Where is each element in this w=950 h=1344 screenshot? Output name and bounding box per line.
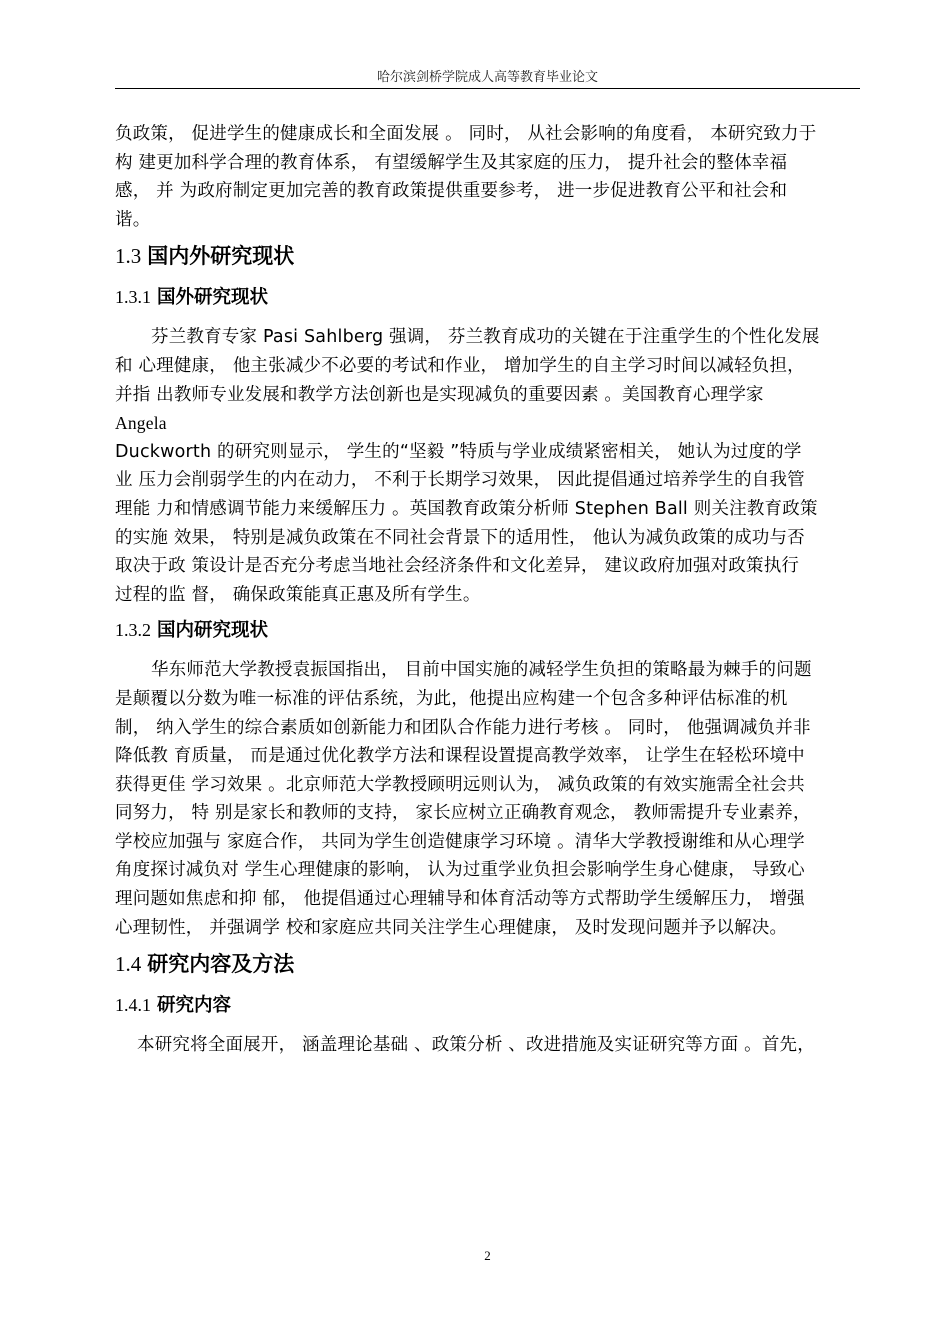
section-title: 国外研究现状 — [157, 287, 269, 309]
section-number: 1.4.1 — [115, 995, 151, 1016]
paragraph-line: 和 心理健康， 他主张减少不必要的考试和作业， 增加学生的自主学习时间以减轻负担， — [115, 355, 805, 376]
paragraph-line: 取决于政 策设计是否充分考虑当地社会经济条件和文化差异， 建议政府加强对政策执行 — [115, 556, 800, 577]
paragraph-line: 理能 力和情感调节能力来缓解压力 。英国教育政策分析师 Stephen Ball 则关注教育政策 — [115, 498, 818, 519]
section-number: 1.3.1 — [115, 287, 151, 308]
paragraph-line: 本研究将全面展开， 涵盖理论基础 、政策分析 、改进措施及实证研究等方面 。首先， — [137, 1035, 815, 1056]
paragraph-line: 获得更佳 学习效果 。北京师范大学教授顾明远则认为， 减负政策的有效实施需全社会共 — [115, 774, 805, 795]
section-heading-1-3-2 — [115, 613, 865, 648]
paragraph-3 — [115, 656, 865, 942]
section-heading-1-4 — [115, 948, 865, 980]
paragraph-line: 学校应加强与 家庭合作， 共同为学生创造健康学习环境 。清华大学教授谢维和从心理学 — [115, 831, 805, 852]
paragraph-2 — [115, 323, 865, 609]
paragraph-line: 谐。 — [115, 209, 151, 230]
paragraph-line: 的实施 效果， 特别是减负政策在不同社会背景下的适用性， 他认为减负政策的成功与否 — [115, 527, 805, 548]
section-title: 研究内容 — [157, 995, 232, 1017]
paragraph-line: 业 压力会削弱学生的内在动力， 不利于长期学习效果， 因此提倡通过培养学生的自我管 — [115, 470, 805, 491]
paragraph-4 — [115, 1031, 865, 1060]
paragraph-line: Duckworth 的研究则显示， 学生的“坚毅 ”特质与学业成绩紧密相关， 她认为过度的学 — [115, 441, 802, 462]
paragraph-line: 感， 并 为政府制定更加完善的教育政策提供重要参考， 进一步促进教育公平和社会和 — [115, 181, 788, 202]
paragraph-line: 角度探讨减负对 学生心理健康的影响， 认为过重学业负担会影响学生身心健康， 导致心 — [115, 860, 805, 881]
section-title: 研究内容及方法 — [147, 952, 295, 977]
running-header: 哈尔滨剑桥学院成人高等教育毕业论文 — [376, 70, 598, 85]
section-heading-1-4-1 — [115, 988, 865, 1023]
page-body — [115, 120, 865, 1060]
paragraph-line: 构 建更加科学合理的教育体系， 有望缓解学生及其家庭的压力， 提升社会的整体幸福 — [115, 152, 788, 173]
paragraph-line: 同努力， 特 别是家长和教师的支持， 家长应树立正确教育观念， 教师需提升专业素养， — [115, 803, 811, 824]
paragraph-line: 是颠覆以分数为唯一标准的评估系统，为此，他提出应构建一个包含多种评估标准的机 — [115, 688, 788, 709]
paragraph-line: 理问题如焦虑和抑 郁， 他提倡通过心理辅导和体育活动等方式帮助学生缓解压力， 增强 — [115, 889, 805, 910]
paragraph-line: 芬兰教育专家 Pasi Sahlberg 强调， 芬兰教育成功的关键在于注重学生的个性化发展 — [151, 327, 820, 348]
page-number: 2 — [484, 1248, 491, 1263]
paragraph-1 — [115, 120, 865, 234]
section-heading-1-3 — [115, 240, 865, 272]
section-title: 国内研究现状 — [157, 620, 269, 642]
paragraph-line: Angela — [115, 413, 167, 434]
section-number: 1.3.2 — [115, 620, 151, 641]
paragraph-line: 负政策， 促进学生的健康成长和全面发展 。 同时， 从社会影响的角度看， 本研究致力于 — [115, 124, 817, 144]
paragraph-line: 制， 纳入学生的综合素质如创新能力和团队合作能力进行考核 。 同时， 他强调减负并非 — [115, 717, 811, 738]
section-title: 国内外研究现状 — [147, 244, 295, 269]
section-number: 1.4 — [115, 952, 142, 977]
paragraph-line: 心理韧性， 并强调学 校和家庭应共同关注学生心理健康， 及时发现问题并予以解决。 — [115, 917, 788, 938]
section-heading-1-3-1 — [115, 280, 865, 315]
paragraph-line: 过程的监 督， 确保政策能真正惠及所有学生。 — [115, 584, 481, 605]
header-divider — [115, 88, 860, 89]
paragraph-line: 华东师范大学教授袁振国指出， 目前中国实施的减轻学生负担的策略最为棘手的问题 — [151, 660, 812, 681]
paragraph-line: 降低教 育质量， 而是通过优化教学方法和课程设置提高教学效率， 让学生在轻松环境中 — [115, 746, 805, 767]
paragraph-line: 并指 出教师专业发展和教学方法创新也是实现减负的重要因素 。美国教育心理学家 — [115, 384, 764, 405]
section-number: 1.3 — [115, 244, 142, 269]
